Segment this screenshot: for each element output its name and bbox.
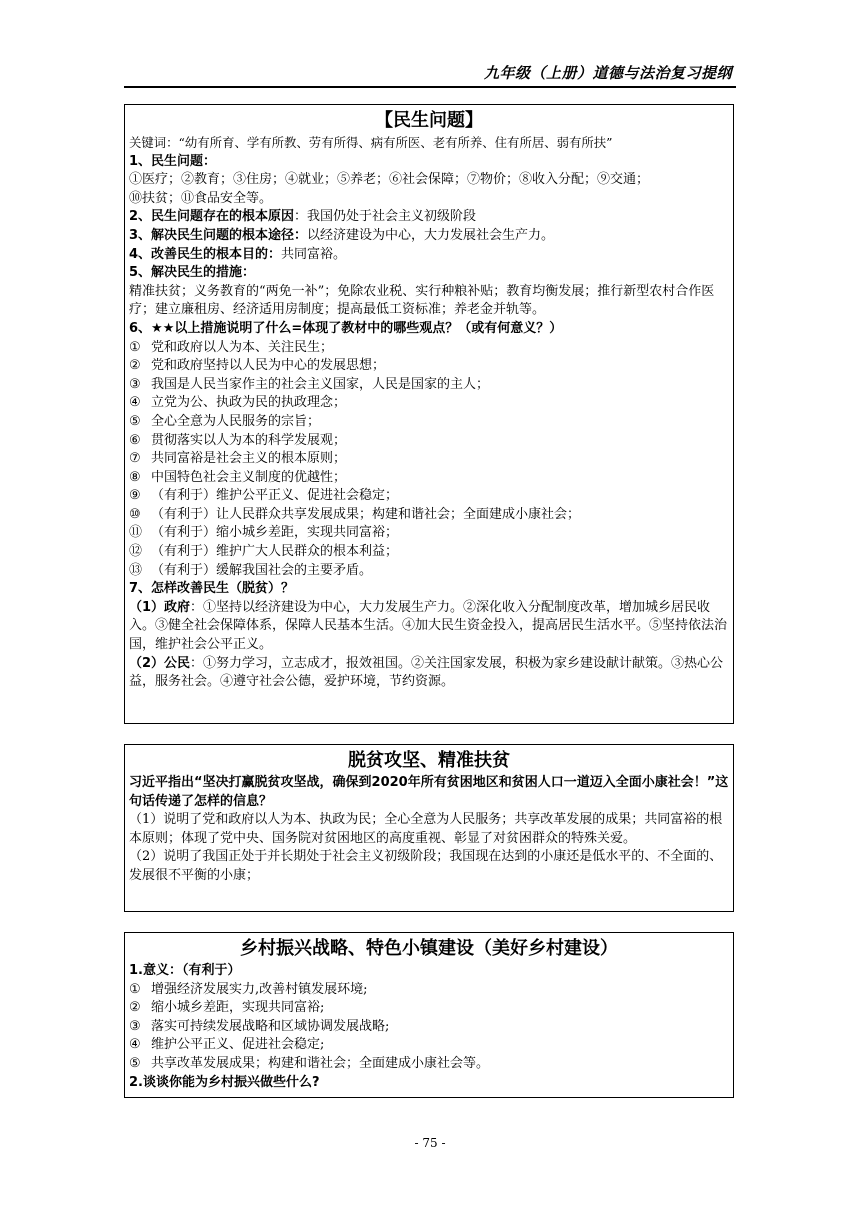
significance-item bbox=[129, 450, 729, 469]
list-item-number: ① bbox=[129, 339, 141, 355]
list-item-text: （有利于）维护广大人民群众的根本利益； bbox=[151, 544, 399, 560]
significance-list bbox=[129, 339, 729, 581]
root-goal-line bbox=[129, 246, 729, 265]
list-item-number: ④ bbox=[129, 1037, 141, 1053]
list-item-number: ④ bbox=[129, 395, 141, 411]
rural-significance-item bbox=[129, 981, 729, 1000]
significance-item bbox=[129, 543, 729, 562]
list-item-text: （有利于）缓解我国社会的主要矛盾。 bbox=[151, 562, 373, 578]
rural-significance-item bbox=[129, 1018, 729, 1037]
heading-rural-significance: 1.意义：（有利于） bbox=[129, 963, 241, 978]
header-divider bbox=[124, 86, 736, 88]
list-item-number: ⑧ bbox=[129, 469, 141, 485]
measures-text: 精准扶贫；义务教育的“两免一补”；免除农业税、实行种粮补贴；教育均衡发展；推行新型农村合作医疗；建立廉租房、经济适用房制度；提高最低工资标准；养老金并轨等。 bbox=[129, 283, 715, 318]
list-item-number: ② bbox=[129, 358, 141, 374]
list-item-text: 立党为公、执政为民的执政理念； bbox=[151, 395, 347, 411]
rural-significance-item bbox=[129, 1036, 729, 1055]
list-item-text: 落实可持续发展战略和区域协调发展战略; bbox=[151, 1018, 390, 1034]
section-title-poverty: 脱贫攻坚、精准扶贫 bbox=[348, 750, 510, 771]
root-goal-text: 共同富裕。 bbox=[281, 246, 347, 262]
root-path-text: 以经济建设为中心，大力发展社会生产力。 bbox=[307, 227, 555, 243]
list-item-number: ⑩ bbox=[129, 506, 141, 522]
list-item-number: ⑤ bbox=[129, 1055, 141, 1071]
heading-root-cause: 2、民生问题存在的根本原因 bbox=[129, 209, 295, 225]
list-item-number: ⑤ bbox=[129, 413, 141, 429]
root-cause-text: ：我国仍处于社会主义初级阶段 bbox=[294, 209, 477, 225]
livelihood-section bbox=[124, 104, 734, 724]
poverty-answer-2: （2）说明了我国正处于并长期处于社会主义初级阶段；我国现在达到的小康还是低水平的、不全面的、发展很不平衡的小康； bbox=[129, 849, 723, 883]
root-path-line bbox=[129, 227, 729, 246]
significance-item bbox=[129, 339, 729, 358]
rural-significance-item bbox=[129, 999, 729, 1018]
list-item-number: ③ bbox=[129, 376, 141, 392]
list-item-text: 共享改革发展成果；构建和谐社会；全面建成小康社会等。 bbox=[151, 1055, 490, 1071]
significance-item bbox=[129, 376, 729, 395]
list-item-text: 增强经济发展实力,改善村镇发展环境; bbox=[151, 981, 368, 997]
list-item-text: 贯彻落实以人为本的科学发展观； bbox=[151, 432, 347, 448]
poverty-answer-1: （1）说明了党和政府以人为本、执政为民；全心全意为人民服务；共享改革发展的成果；共同富裕的根本原则；体现了党中央、国务院对贫困地区的高度重视、彰显了对贫困群众的特殊关爱。 bbox=[129, 812, 723, 846]
list-item-number: ③ bbox=[129, 1018, 141, 1034]
list-item-text: 缩小城乡差距，实现共同富裕; bbox=[151, 1000, 325, 1016]
issues-line-2: ⑩扶贫；⑪食品安全等。 bbox=[129, 190, 273, 206]
significance-item bbox=[129, 357, 729, 376]
keywords-line: 关键词：“幼有所育、学有所教、劳有所得、病有所医、老有所养、住有所居、弱有所扶” bbox=[129, 135, 613, 150]
heading-root-goal: 4、改善民生的根本目的： bbox=[129, 246, 282, 262]
list-item-text: 党和政府以人为本、关注民生； bbox=[151, 339, 334, 355]
significance-item bbox=[129, 394, 729, 413]
government-label: （1）政府 bbox=[129, 599, 191, 615]
list-item-text: 共同富裕是社会主义的根本原则； bbox=[151, 451, 347, 467]
significance-item bbox=[129, 524, 729, 543]
rural-revitalization-section bbox=[124, 932, 734, 1098]
citizen-label: （2）公民 bbox=[129, 655, 191, 671]
citizen-text: ：①努力学习，立志成才，报效祖国。②关注国家发展，积极为家乡建设献计献策。③热心公益，服务社会。④遵守社会公德，爱护环境，节约资源。 bbox=[129, 655, 724, 690]
heading-livelihood-issues: 1、民生问题： bbox=[129, 153, 217, 169]
list-item-text: 中国特色社会主义制度的优越性； bbox=[151, 469, 347, 485]
list-item-number: ⑬ bbox=[129, 562, 143, 578]
poverty-alleviation-section bbox=[124, 744, 734, 912]
heading-improve-livelihood: 7、怎样改善民生（脱贫）？ bbox=[129, 581, 295, 597]
list-item-number: ⑦ bbox=[129, 451, 141, 467]
heading-rural-action: 2.谈谈你能为乡村振兴做些什么? bbox=[129, 1074, 320, 1090]
page-number: - 75 - bbox=[414, 1136, 446, 1150]
section-title-livelihood: 【民生问题】 bbox=[375, 110, 483, 131]
list-item-number: ① bbox=[129, 981, 141, 997]
government-text: ：①坚持以经济建设为中心，大力发展生产力。②深化收入分配制度改革，增加城乡居民收入。③健全社会保障体系，保障人民基本生活。④加大民生资金投入，提高居民生活水平。⑤坚持依法治国，维护社会公平正义。 bbox=[129, 599, 728, 653]
list-item-number: ⑪ bbox=[129, 525, 143, 541]
list-item-text: 党和政府坚持以人民为中心的发展思想； bbox=[151, 358, 386, 374]
significance-item bbox=[129, 413, 729, 432]
list-item-text: 我国是人民当家作主的社会主义国家，人民是国家的主人； bbox=[151, 376, 490, 392]
list-item-text: （有利于）维护公平正义、促进社会稳定； bbox=[151, 488, 399, 504]
root-cause-line bbox=[129, 208, 729, 227]
significance-item bbox=[129, 432, 729, 451]
significance-item bbox=[129, 506, 729, 525]
government-measures bbox=[129, 599, 729, 655]
citizen-measures bbox=[129, 655, 729, 692]
poverty-question: 习近平指出“坚决打赢脱贫攻坚战，确保到2020年所有贫困地区和贫困人口一道迈入全面小康社会！”这句话传递了怎样的信息？ bbox=[129, 775, 729, 809]
list-item-number: ⑨ bbox=[129, 488, 141, 504]
list-item-text: （有利于）缩小城乡差距，实现共同富裕； bbox=[151, 525, 399, 541]
rural-significance-item bbox=[129, 1055, 729, 1074]
heading-root-path: 3、解决民生问题的根本途径： bbox=[129, 227, 308, 243]
list-item-text: 全心全意为人民服务的宗旨； bbox=[151, 413, 321, 429]
significance-item bbox=[129, 562, 729, 581]
list-item-text: （有利于）让人民群众共享发展成果；构建和谐社会；全面建成小康社会； bbox=[151, 506, 581, 522]
significance-item bbox=[129, 469, 729, 488]
significance-item bbox=[129, 487, 729, 506]
heading-measures: 5、解决民生的措施： bbox=[129, 265, 256, 281]
list-item-number: ⑥ bbox=[129, 432, 141, 448]
list-item-number: ② bbox=[129, 1000, 141, 1016]
document-header-title: 九年级（上册）道德与法治复习提纲 bbox=[483, 64, 732, 82]
list-item-number: ⑫ bbox=[129, 544, 143, 560]
rural-significance-list bbox=[129, 981, 729, 1074]
heading-significance: 6、★★以上措施说明了什么=体现了教材中的哪些观点？（或有何意义？） bbox=[129, 320, 563, 336]
issues-line-1: ①医疗；②教育；③住房；④就业；⑤养老；⑥社会保障；⑦物价；⑧收入分配；⑨交通； bbox=[129, 172, 650, 188]
section-title-rural: 乡村振兴战略、特色小镇建设（美好乡村建设） bbox=[240, 938, 618, 959]
list-item-text: 维护公平正义、促进社会稳定; bbox=[151, 1037, 325, 1053]
